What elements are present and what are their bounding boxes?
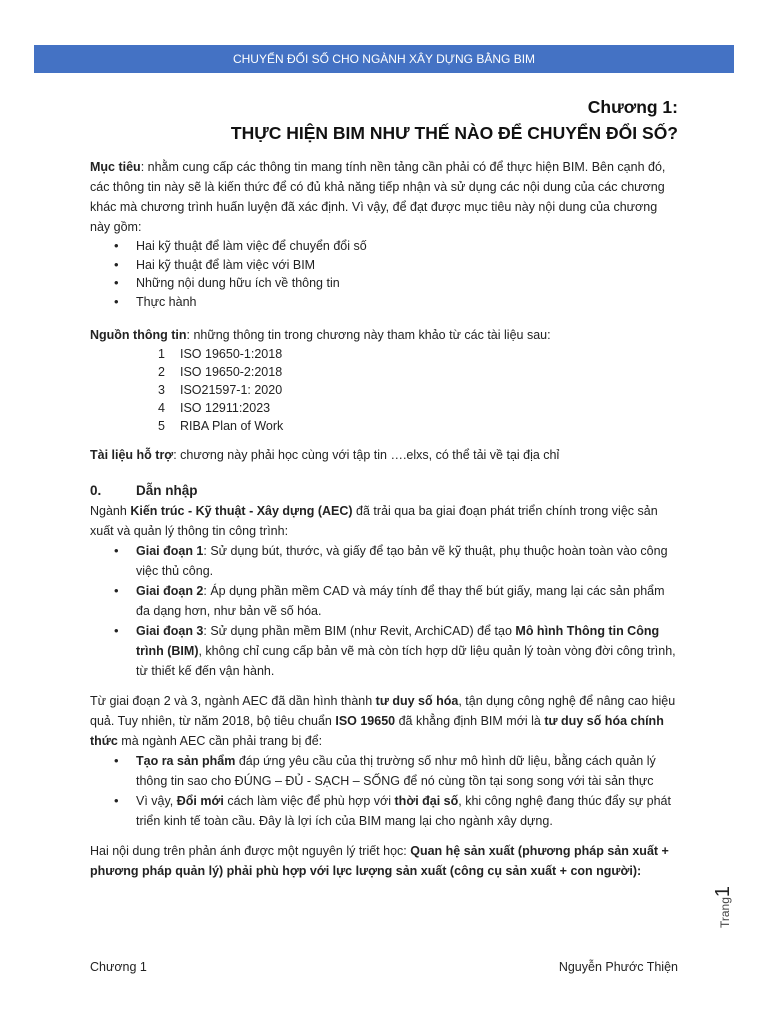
support-text: : chương này phải học cùng với tập tin ….elxs, có thể tải về tại địa chỉ [173, 448, 560, 462]
goal-bold: thời đại số [394, 794, 459, 808]
list-item [90, 381, 680, 399]
intro-paragraph [90, 501, 680, 541]
header-banner-text: CHUYỂN ĐỔI SỐ CHO NGÀNH XÂY DỰNG BẰNG BIM [232, 52, 536, 66]
stage-label: Giai đoạn 3 [136, 624, 204, 638]
list-text: ISO 19650-1:2018 [180, 347, 283, 361]
sources-list [90, 345, 680, 435]
stage-text-end: , không chỉ cung cấp bản vẽ mà còn tích hợp dữ liệu quản lý toàn vòng đời công trình, từ thiết kế đến vận hành. [136, 644, 676, 678]
text: Từ giai đoạn 2 và 3, ngành AEC đã dần hình thành [90, 694, 376, 708]
list-item: • Hai kỹ thuật để làm việc để chuyển đổi số [90, 237, 680, 256]
stage-text: : Áp dụng phần mềm CAD và máy tính để thay thế bút giấy, mang lại các sản phẩm đa dạng hơn, như bản vẽ số hóa. [136, 584, 665, 618]
objective-list [90, 237, 680, 311]
list-item: • Hai kỹ thuật để làm việc với BIM [90, 256, 680, 275]
text: , tận dụng công nghệ để nâng cao hiệu quả. Tuy nhiên, từ năm 2018, bộ tiêu chuẩn [90, 694, 676, 728]
list-text: RIBA Plan of Work [180, 419, 284, 433]
stage-label: Giai đoạn 2 [136, 584, 204, 598]
chapter-number: Chương 1: [587, 97, 678, 117]
page-word: Trang [718, 897, 732, 928]
stage-label: Giai đoạn 1 [136, 544, 204, 558]
list-item [90, 363, 680, 381]
text: đã khẳng định BIM mới là [395, 714, 545, 728]
bold-text: ISO 19650 [335, 714, 396, 728]
page-number: 1 [712, 885, 734, 898]
support-paragraph [90, 445, 680, 465]
chapter-title: THỰC HIỆN BIM NHƯ THẾ NÀO ĐỂ CHUYỂN ĐỔI SỐ? [230, 123, 678, 143]
sources-text: : những thông tin trong chương này tham khảo từ các tài liệu sau: [186, 328, 551, 342]
list-number: 3 [158, 383, 165, 397]
goal-bold: Đổi mới [176, 794, 224, 808]
section-title: Dẫn nhập [136, 483, 198, 498]
section-heading [90, 481, 680, 501]
goal-text: , khi công nghệ đang thúc đẩy sự phát triển kinh tế toàn cầu. Đây là lợi ích của BIM mang lại cho ngành xây dựng. [136, 794, 671, 828]
sources-label: Nguồn thông tin [90, 328, 187, 342]
list-number: 5 [158, 419, 165, 433]
list-number: 1 [158, 347, 165, 361]
intro-bold: Kiến trúc - Kỹ thuật - Xây dựng (AEC) [130, 504, 353, 518]
list-item [90, 751, 680, 791]
page-number-label [712, 878, 732, 928]
intro-text: Ngành [90, 504, 131, 518]
objective-text: : nhằm cung cấp các thông tin mang tính nền tảng cần phải có để thực hiện BIM. Bên cạnh đó, các thông tin này sẽ là kiến thức để có đủ khả năng tiếp nhận và sử dụng các nội dung của các chương khác mà chương trình huấn luyện đã xác định. Vì vậy, để đạt được mục tiêu này nội dung của chương này gồm: [90, 160, 666, 234]
goal-text: cách làm việc để phù hợp với [223, 794, 395, 808]
text: Hai nội dung trên phản ánh được một nguyên lý triết học: [90, 844, 411, 858]
stage-text: : Sử dụng phần mềm BIM (như Revit, ArchiCAD) để tạo [203, 624, 516, 638]
goal-text: đáp ứng yêu cầu của thị trường số như mô hình dữ liệu, bằng cách quản lý thông tin sao cho ĐÚNG – ĐỦ - SẠCH – SỐNG để nó cùng tồn tại song song với tài sản thực [136, 754, 656, 788]
list-text: ISO21597-1: 2020 [180, 383, 283, 397]
list-text: ISO 12911:2023 [180, 401, 271, 415]
sources-paragraph [90, 325, 680, 345]
chapter-heading [231, 94, 678, 146]
list-item [90, 581, 680, 621]
objective-label: Mục tiêu [90, 160, 141, 174]
digital-thinking-paragraph [90, 691, 680, 751]
intro-text-end: đã trải qua ba giai đoạn phát triển chính trong việc sản xuất và quản lý thông tin công trình: [90, 504, 658, 538]
text: mà ngành AEC cần phải trang bị để: [117, 734, 323, 748]
list-item [90, 791, 680, 831]
objective-paragraph [90, 157, 680, 237]
list-item [90, 345, 680, 363]
section-number: 0. [90, 483, 102, 498]
list-item: • Thực hành [90, 293, 680, 312]
stage-text: : Sử dụng bút, thước, và giấy để tạo bản vẽ kỹ thuật, phụ thuộc hoàn toàn vào công việc thủ công. [136, 544, 668, 578]
list-item [90, 621, 680, 681]
bold-text: : [637, 864, 642, 878]
list-number: 2 [158, 365, 165, 379]
list-item [90, 541, 680, 581]
bold-text: tư duy số hóa [375, 694, 459, 708]
list-item: • Những nội dung hữu ích về thông tin [90, 274, 680, 293]
philosophy-paragraph [90, 841, 680, 881]
list-item [90, 399, 680, 417]
footer-author: Nguyễn Phước Thiện [558, 960, 678, 974]
goal-bold: Tạo ra sản phẩm [136, 754, 236, 768]
goal-text: Vì vậy, [136, 794, 177, 808]
header-banner [34, 45, 734, 73]
document-body [90, 157, 680, 881]
bold-text: Quan hệ sản xuất (phương pháp sản xuất + phương pháp quản lý) phải phù hợp với lực lượng sản xuất (công cụ sản xuất + con người) [90, 844, 669, 878]
stage-bold: Mô hình Thông tin Công trình (BIM) [136, 624, 660, 658]
list-number: 4 [158, 401, 165, 415]
stages-list [90, 541, 680, 681]
footer-chapter: Chương 1 [90, 960, 147, 974]
support-label: Tài liệu hỗ trợ [90, 448, 174, 462]
list-item [90, 417, 680, 435]
bold-text: tư duy số hóa chính thức [90, 714, 664, 748]
goals-list [90, 751, 680, 831]
list-text: ISO 19650-2:2018 [180, 365, 283, 379]
